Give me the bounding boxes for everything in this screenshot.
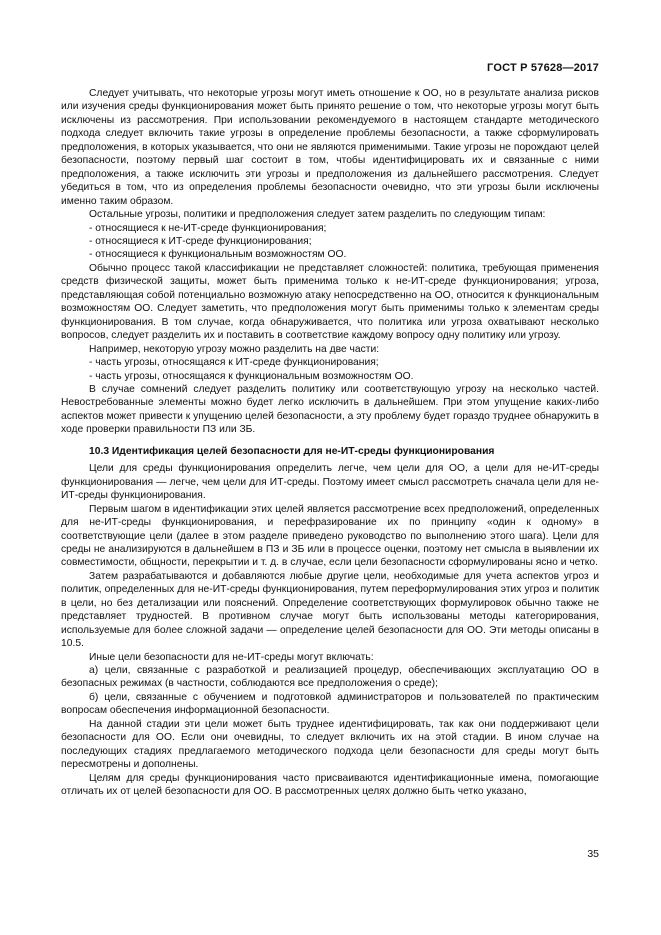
section-heading: 10.3 Идентификация целей безопасности для не-ИТ-среды функционирования [89,445,495,457]
paragraph: Целям для среды функционирования часто присваиваются идентификационные имена, помогающие отличать их от целей безопасности для ОО. В рассмотренных целях должно быть четко указано, [61,772,599,798]
page-body [61,87,599,799]
paragraph: Следует учитывать, что некоторые угрозы могут иметь отношение к ОО, но в результате анализа рисков или изучения среды функционирования может быть принято решение о том, что некоторые угрозы могут быть исключены из рассмотрения. При использовании рекомендуемого в настоящем стандарте методического подхода следует включить такие угрозы в определение проблемы безопасности, а также сформулировать предположения, в которых указывается, что они не являются применимыми. Такие угрозы не порождают целей безопасности, поэтому первый шаг состоит в том, чтобы идентифицировать их и связанные с ними предположения, а также исключить эти угрозы и предположения из дальнейшего рассмотрения. Следует убедиться в том, что из определения проблемы безопасности очевидно, что эти угрозы были исключены именно таким образом. [61,88,599,207]
paragraph: Остальные угрозы, политики и предположения следует затем разделить по следующим типам: [89,209,546,221]
list-item: б) цели, связанные с обучением и подготовкой администраторов и пользователей по практическим вопросам обеспечения информационной безопасности. [61,691,599,717]
paragraph: Затем разрабатываются и добавляются любые другие цели, необходимые для учета аспектов угроз и политик, определенных для не-ИТ-среды функционирования, путем переформулирования этих угроз и политик в цели, но без детализации или пояснений. Определение соответствующих формулировок обычно также не представляет трудностей. В противном случае могут быть использованы методы категорирования, используемые для более сложной задачи — определение целей безопасности для ОО. Эти методы описаны в 10.5. [61,570,599,650]
list-item: - относящиеся к функциональным возможностям ОО. [89,249,347,261]
list-item: - часть угрозы, относящаяся к функциональным возможностям ОО. [89,370,414,382]
document-id-header: ГОСТ Р 57628—2017 [487,62,599,74]
paragraph: Цели для среды функционирования определить легче, чем цели для ОО, а цели для не-ИТ-среды функционирования — легче, чем цели для ИТ-среды. Поэтому имеет смысл рассмотреть сначала цели для не-ИТ-среды функционирования. [61,463,599,502]
paragraph: На данной стадии эти цели может быть труднее идентифицировать, так как они поддерживают цели безопасности для ОО. Если они очевидны, то следует включить их на этой стадии. В ином случае на последующих стадиях предлагаемого методического подхода цели безопасности для среды могут быть пересмотрены и дополнены. [61,718,599,771]
list-item: - часть угрозы, относящаяся к ИТ-среде функционирования; [89,357,379,369]
page-number: 35 [587,848,599,860]
paragraph: Иные цели безопасности для не-ИТ-среды могут включать: [89,651,374,663]
paragraph: Первым шагом в идентификации этих целей является рассмотрение всех предположений, определенных для не-ИТ-среды функционирования, и перефразирование их по принципу «один к одному» в соответствующие цели (далее в этом разделе приведено руководство по выполнению этого шага). Цели для среды не анализируются в дальнейшем в ПЗ и ЗБ или в процессе оценки, поэтому нет смысла в выявлении их совместимости, общности, перекрытии и т. д. в случае, если цели безопасности сформулированы ясно и четко. [61,503,599,569]
paragraph: Например, некоторую угрозу можно разделить на две части: [89,343,380,355]
list-item: - относящиеся к ИТ-среде функционирования; [89,235,312,247]
paragraph: В случае сомнений следует разделить политику или соответствующую угрозу на несколько частей. Невостребованные элементы можно будет легко исключить в дальнейшем. При этом упущение каких-либо аспектов может привести к упущению целей безопасности, а эту проблему будет гораздо труднее обнаружить в ходе проверки правильности ПЗ или ЗБ. [61,383,599,436]
list-item: а) цели, связанные с разработкой и реализацией процедур, обеспечивающих эксплуатацию ОО в безопасных режимах (в частности, соблюдаются все предположения о среде); [61,665,599,690]
paragraph: Обычно процесс такой классификации не представляет сложностей: политика, требующая применения средств физической защиты, может быть применима только к не-ИТ-среде функционирования; угроза, представляющая собой потенциально возможную атаку непосредственно на ОО, относится к функциональным возможностям ОО. Следует заметить, что предположения могут быть применимы только к элементам среды функционирования. В том случае, когда обнаруживается, что политика или угроза охватывают несколько вопросов, следует разделить их и поставить в соответствие каждому вопросу одну политику или угрозу. [61,262,599,342]
list-item: - относящиеся к не-ИТ-среде функционирования; [89,222,327,234]
